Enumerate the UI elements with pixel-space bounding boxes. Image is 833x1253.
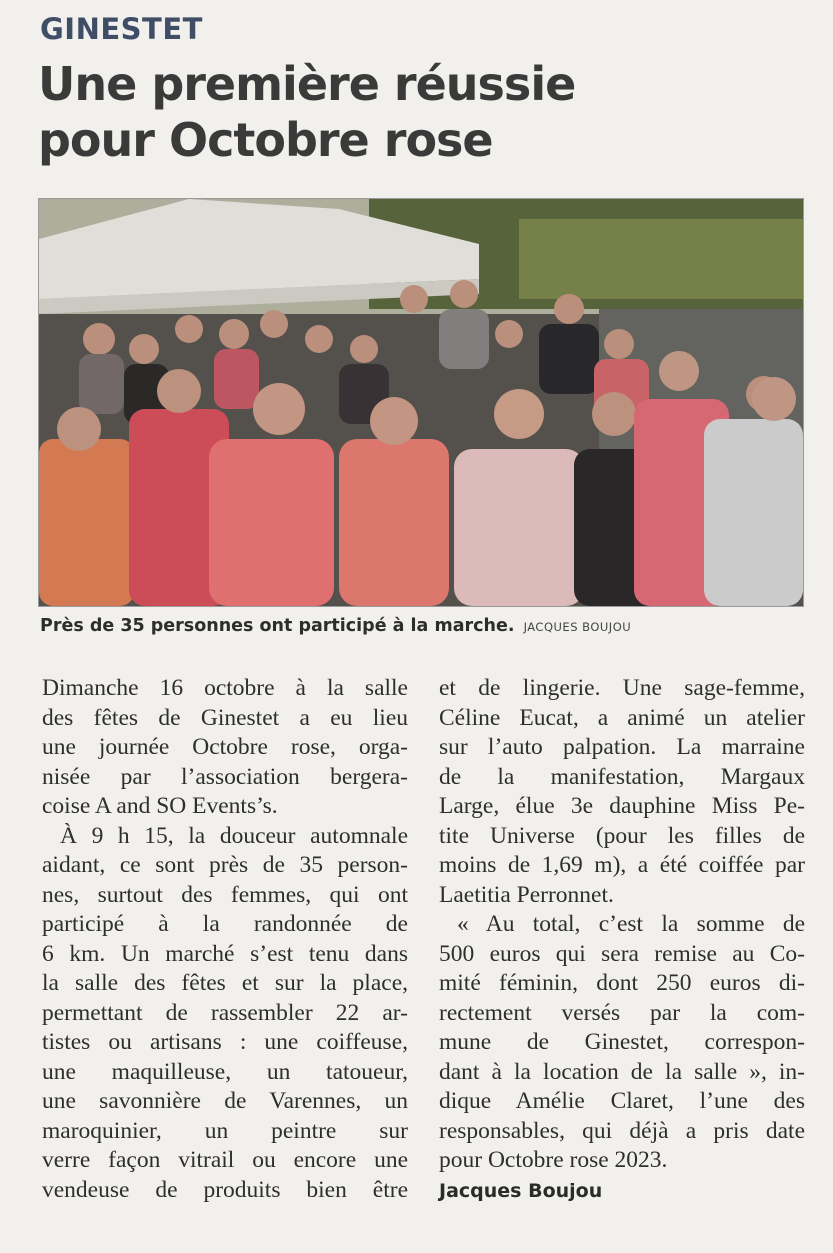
body-line: aidant, ce sont près de 35 person- (42, 852, 408, 878)
photo-caption (40, 616, 810, 636)
body-line: « Au total, c’est la somme de (457, 911, 805, 937)
body-line: sur l’auto palpation. La marraine (439, 734, 805, 760)
caption-text: Près de 35 personnes ont participé à la marche. (40, 616, 515, 636)
article-column-1 (42, 674, 408, 1205)
body-line: verre façon vitrail ou encore une (42, 1147, 408, 1173)
body-line: tite Universe (pour les filles de (439, 822, 805, 849)
body-line: 6 km. Un marché s’est tenu dans (42, 940, 408, 967)
body-line: Laetitia Perronnet. (439, 881, 614, 908)
author-signature: Jacques Boujou (439, 1179, 603, 1202)
body-line: permettant de rassembler 22 ar- (42, 999, 408, 1026)
body-line: de la manifestation, Margaux (439, 763, 805, 790)
body-line: coise A and SO Events’s. (42, 793, 278, 819)
body-line: nisée par l’association bergera- (42, 763, 408, 790)
photo-credit: JACQUES BOUJOU (523, 620, 632, 634)
body-line: mité féminin, dont 250 euros di- (439, 970, 805, 996)
body-line: 500 euros qui sera remise au Co- (439, 940, 805, 967)
body-line: dant à la location de la salle », in- (439, 1058, 805, 1085)
body-line: pour Octobre rose 2023. (439, 1147, 668, 1173)
body-line: nes, surtout des femmes, qui ont (42, 881, 408, 908)
body-line: moins de 1,69 m), a été coiffée par (439, 852, 805, 878)
body-line: Dimanche 16 octobre à la salle (42, 675, 408, 701)
body-line: des fêtes de Ginestet a eu lieu (42, 704, 408, 731)
body-line: Large, élue 3e dauphine Miss Pe- (439, 793, 805, 819)
body-line: une journée Octobre rose, orga- (42, 734, 408, 760)
section-kicker: GINESTET (40, 12, 203, 46)
body-line: vendeuse de produits bien être (42, 1176, 408, 1203)
headline-line-1: Une première réussie (38, 57, 576, 111)
article-column-2 (439, 674, 805, 1206)
body-line: et de lingerie. Une sage-femme, (439, 675, 805, 701)
body-line: tistes ou artisans : une coiffeuse, (42, 1029, 408, 1055)
body-line: maroquinier, un peintre sur (42, 1117, 408, 1144)
article-photo (38, 198, 804, 607)
body-line: mune de Ginestet, correspon- (439, 1029, 805, 1055)
body-line: responsables, qui déjà a pris date (439, 1117, 805, 1144)
body-line: À 9 h 15, la douceur automnale (60, 822, 408, 849)
body-line: la salle des fêtes et sur la place, (42, 970, 408, 996)
body-line: une maquilleuse, un tatoueur, (42, 1058, 408, 1085)
body-line: Céline Eucat, a animé un atelier (439, 704, 805, 731)
headline-line-2: pour Octobre rose (38, 113, 493, 167)
body-line: dique Amélie Claret, l’une des (439, 1088, 805, 1114)
headline (38, 56, 798, 168)
body-line: une savonnière de Varennes, un (42, 1088, 408, 1114)
body-line: rectement versés par la com- (439, 999, 805, 1026)
group-photo-icon (39, 199, 803, 606)
body-line: participé à la randonnée de (42, 911, 408, 937)
